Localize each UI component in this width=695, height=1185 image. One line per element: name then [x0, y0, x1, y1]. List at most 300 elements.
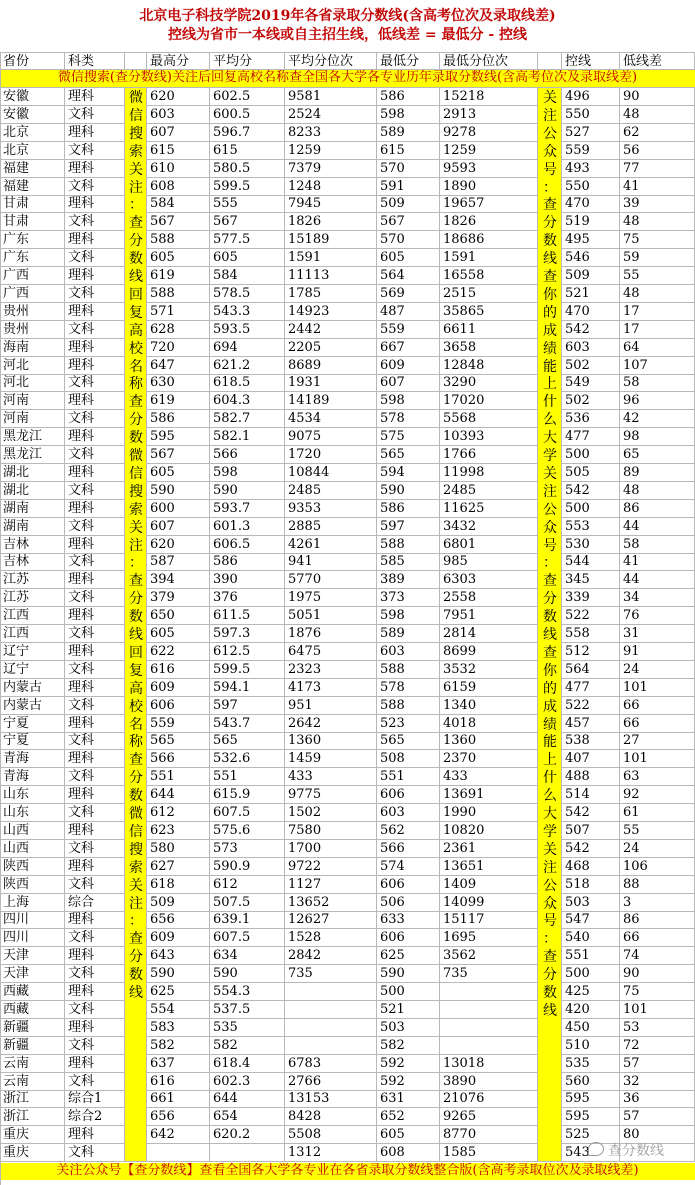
- table-cell: 607: [147, 124, 210, 142]
- table-cell: 文科: [65, 553, 125, 571]
- table-cell: 562: [377, 822, 440, 840]
- table-cell: 587: [147, 553, 210, 571]
- table-cell: 文科: [65, 374, 125, 392]
- table-cell: 493: [562, 160, 620, 178]
- table-cell: 589: [377, 124, 440, 142]
- table-cell: 578.5: [210, 285, 285, 303]
- table-cell: 57: [620, 1055, 695, 1073]
- table-cell: 606: [377, 786, 440, 804]
- table-cell: 1890: [440, 178, 538, 196]
- left-column-char: 信: [129, 823, 143, 840]
- right-column-char: 成: [543, 322, 557, 339]
- table-cell: 14923: [285, 303, 377, 321]
- table-cell: 628: [147, 321, 210, 339]
- table-cell: 13651: [440, 858, 538, 876]
- table-cell: 文科: [65, 213, 125, 231]
- table-cell: 502: [562, 392, 620, 410]
- table-cell: 理科: [65, 750, 125, 768]
- table-cell: 598: [377, 392, 440, 410]
- table-cell: 广西: [0, 285, 65, 303]
- right-column-char: 关: [543, 841, 557, 858]
- table-cell: 621.2: [210, 357, 285, 375]
- table-cell: 605: [377, 1126, 440, 1144]
- left-column-char: 复: [129, 304, 143, 321]
- left-column-char: 信: [129, 465, 143, 482]
- table-cell: 2913: [440, 106, 538, 124]
- table-cell: 11113: [285, 267, 377, 285]
- table-cell: 9593: [440, 160, 538, 178]
- table-cell: 福建: [0, 178, 65, 196]
- table-cell: 理科: [65, 911, 125, 929]
- left-column-char: 线: [129, 269, 143, 285]
- table-cell: 4018: [440, 715, 538, 733]
- table-cell: 理科: [65, 428, 125, 446]
- left-column-char: 校: [129, 340, 143, 357]
- table-cell: 92: [620, 786, 695, 804]
- left-column-char: 微: [129, 806, 143, 822]
- table-cell: 综合1: [65, 1090, 125, 1108]
- table-cell: 64: [620, 339, 695, 357]
- table-cell: 345: [562, 571, 620, 589]
- table-cell: 512: [562, 643, 620, 661]
- left-column-char: 数: [129, 430, 143, 447]
- table-cell: 2442: [285, 321, 377, 339]
- table-cell: 湖北: [0, 464, 65, 482]
- table-cell: 407: [562, 750, 620, 768]
- left-column-char: 数: [129, 967, 143, 984]
- table-cell: 文科: [65, 1037, 125, 1055]
- right-column-char: 查: [543, 644, 557, 661]
- right-column-char: 能: [543, 734, 557, 751]
- table-cell: 606: [377, 929, 440, 947]
- table-cell: 656: [147, 911, 210, 929]
- table-cell: 542: [562, 840, 620, 858]
- table-cell: 17: [620, 303, 695, 321]
- table-cell: 598: [377, 106, 440, 124]
- table-cell: 592: [377, 1055, 440, 1073]
- table-cell: 2361: [440, 840, 538, 858]
- table-cell: 66: [620, 715, 695, 733]
- table-cell: 3290: [440, 374, 538, 392]
- table-cell: 535: [562, 1055, 620, 1073]
- table-cell: 637: [147, 1055, 210, 1073]
- table-cell: 浙江: [0, 1108, 65, 1126]
- table-cell: 7951: [440, 607, 538, 625]
- left-column-char: 数: [129, 609, 143, 626]
- table-cell: 603: [147, 106, 210, 124]
- left-column-char: 线: [129, 985, 143, 1001]
- table-cell: 506: [377, 894, 440, 912]
- table-cell: 507: [562, 822, 620, 840]
- table-cell: 44: [620, 518, 695, 536]
- table-cell: 605: [210, 249, 285, 267]
- right-column-char: 号: [543, 161, 557, 178]
- table-cell: 文科: [65, 804, 125, 822]
- table-cell: 48: [620, 482, 695, 500]
- table-cell: 577.5: [210, 231, 285, 249]
- table-cell: 理科: [65, 339, 125, 357]
- table-cell: 585: [377, 553, 440, 571]
- table-cell: 601.3: [210, 518, 285, 536]
- left-column-char: 高: [129, 322, 143, 339]
- table-cell: 41: [620, 553, 695, 571]
- table-cell: 6611: [440, 321, 538, 339]
- right-column-char: 关: [543, 465, 557, 482]
- header-cell: [125, 52, 147, 70]
- table-cell: 9353: [285, 500, 377, 518]
- table-cell: 560: [562, 1073, 620, 1091]
- table-cell: 72: [620, 1037, 695, 1055]
- table-cell: 530: [562, 536, 620, 554]
- table-cell: 青海: [0, 750, 65, 768]
- left-column-char: 分: [129, 770, 143, 787]
- table-cell: 18686: [440, 231, 538, 249]
- table-cell: 433: [285, 768, 377, 786]
- table-cell: 96: [620, 392, 695, 410]
- table-cell: 理科: [65, 571, 125, 589]
- left-column-char: 搜: [129, 125, 143, 142]
- table-cell: 603: [377, 804, 440, 822]
- right-column-char: 公: [543, 877, 557, 894]
- table-cell: 607.5: [210, 929, 285, 947]
- table-cell: 586: [210, 553, 285, 571]
- table-cell: 3658: [440, 339, 538, 357]
- table-cell: 559: [562, 142, 620, 160]
- table-cell: 457: [562, 715, 620, 733]
- table-cell: 48: [620, 213, 695, 231]
- table-cell: 599.5: [210, 178, 285, 196]
- table-cell: 13153: [285, 1090, 377, 1108]
- table-cell: 1931: [285, 374, 377, 392]
- table-cell: 542: [562, 321, 620, 339]
- table-cell: 588: [377, 697, 440, 715]
- table-cell: 7580: [285, 822, 377, 840]
- table-cell: 3890: [440, 1073, 538, 1091]
- table-cell: 安徽: [0, 106, 65, 124]
- table-cell: 理科: [65, 822, 125, 840]
- table-cell: 61: [620, 804, 695, 822]
- table-cell: 湖北: [0, 482, 65, 500]
- table-cell: 理科: [65, 357, 125, 375]
- right-column-char: 的: [543, 680, 557, 697]
- table-cell: 598: [210, 464, 285, 482]
- table-cell: 文科: [65, 697, 125, 715]
- page-title: 北京电子科技学院2019年各省录取分数线(含高考位次及录取线差): [139, 8, 556, 24]
- table-cell: 理科: [65, 607, 125, 625]
- left-column-char: 复: [129, 662, 143, 679]
- table-cell: 603: [377, 643, 440, 661]
- right-column-char: 注: [543, 483, 557, 500]
- table-cell: 2370: [440, 750, 538, 768]
- right-column-char: 学: [543, 448, 557, 464]
- table-cell: 98: [620, 428, 695, 446]
- table-cell: 101: [620, 679, 695, 697]
- right-column-char: 分: [543, 591, 557, 608]
- table-cell: 592: [377, 1073, 440, 1091]
- header-cell: [538, 52, 562, 70]
- table-cell: 550: [562, 178, 620, 196]
- table-cell: 天津: [0, 965, 65, 983]
- table-cell: 63: [620, 768, 695, 786]
- left-column-char: 查: [129, 394, 143, 411]
- table-cell: 综合2: [65, 1108, 125, 1126]
- table-cell: 12627: [285, 911, 377, 929]
- table-cell: 文科: [65, 840, 125, 858]
- table-cell: 5568: [440, 410, 538, 428]
- table-cell: 518: [562, 876, 620, 894]
- left-column-char: 查: [129, 931, 143, 948]
- table-cell: 55: [620, 267, 695, 285]
- table-cell: 10844: [285, 464, 377, 482]
- table-cell: 综合: [65, 894, 125, 912]
- table-cell: 65: [620, 446, 695, 464]
- table-cell: 89: [620, 464, 695, 482]
- table-cell: 656: [147, 1108, 210, 1126]
- table-cell: 554.3: [210, 983, 285, 1001]
- table-cell: 理科: [65, 1055, 125, 1073]
- table-cell: 重庆: [0, 1126, 65, 1144]
- table-cell: 西藏: [0, 1001, 65, 1019]
- table-cell: 580.5: [210, 160, 285, 178]
- right-column-char: 查: [543, 573, 557, 590]
- table-cell: 595: [562, 1108, 620, 1126]
- table-cell: 90: [620, 88, 695, 106]
- table-cell: [440, 1019, 538, 1037]
- table-cell: 620: [147, 88, 210, 106]
- table-cell: 6159: [440, 679, 538, 697]
- table-cell: 1127: [285, 876, 377, 894]
- table-cell: 606.5: [210, 536, 285, 554]
- table-cell: 642: [147, 1126, 210, 1144]
- right-column-char: 公: [543, 501, 557, 518]
- table-cell: 582: [210, 1037, 285, 1055]
- table-cell: 6303: [440, 571, 538, 589]
- table-cell: [285, 983, 377, 1001]
- left-column-char: 校: [129, 698, 143, 715]
- table-cell: 477: [562, 428, 620, 446]
- table-cell: 652: [377, 1108, 440, 1126]
- table-cell: 554: [147, 1001, 210, 1019]
- table-cell: 951: [285, 697, 377, 715]
- left-column-char: 称: [129, 734, 143, 751]
- table-cell: 9775: [285, 786, 377, 804]
- table-cell: 文科: [65, 876, 125, 894]
- table-cell: 433: [440, 768, 538, 786]
- table-cell: 13018: [440, 1055, 538, 1073]
- left-column-char: 信: [129, 107, 143, 124]
- table-cell: 593.7: [210, 500, 285, 518]
- table-cell: 582: [147, 1037, 210, 1055]
- table-cell: 文科: [65, 249, 125, 267]
- table-cell: 588: [147, 231, 210, 249]
- table-cell: 8689: [285, 357, 377, 375]
- table-cell: 495: [562, 231, 620, 249]
- table-cell: 9581: [285, 88, 377, 106]
- table-cell: 620: [147, 536, 210, 554]
- left-column-char: 回: [129, 644, 143, 661]
- table-cell: 532.6: [210, 750, 285, 768]
- table-cell: 615: [147, 142, 210, 160]
- table-cell: 理科: [65, 124, 125, 142]
- left-column-char: 索: [129, 143, 143, 160]
- table-cell: 15189: [285, 231, 377, 249]
- table-cell: 588: [377, 536, 440, 554]
- table-cell: 文科: [65, 661, 125, 679]
- left-column-char: ：: [129, 197, 143, 214]
- table-cell: 644: [147, 786, 210, 804]
- table-cell: 468: [562, 858, 620, 876]
- table-cell: 新疆: [0, 1037, 65, 1055]
- table-cell: 河北: [0, 374, 65, 392]
- right-column-char: 数: [543, 985, 557, 1001]
- table-cell: 643: [147, 947, 210, 965]
- right-column-char: 学: [543, 823, 557, 840]
- table-cell: 565: [147, 732, 210, 750]
- table-cell: 610: [147, 160, 210, 178]
- right-column-char: 众: [543, 519, 557, 536]
- table-cell: 北京: [0, 124, 65, 142]
- table-cell: 633: [377, 911, 440, 929]
- table-cell: [285, 1037, 377, 1055]
- table-cell: 西藏: [0, 983, 65, 1001]
- table-cell: 53: [620, 1019, 695, 1037]
- table-cell: 湖南: [0, 518, 65, 536]
- table-cell: 1360: [285, 732, 377, 750]
- table-cell: 宁夏: [0, 715, 65, 733]
- table-cell: 551: [377, 768, 440, 786]
- table-cell: 文科: [65, 142, 125, 160]
- table-cell: 理科: [65, 1019, 125, 1037]
- table-cell: 59: [620, 249, 695, 267]
- table-cell: 19657: [440, 195, 538, 213]
- table-cell: 1785: [285, 285, 377, 303]
- table-cell: 535: [210, 1019, 285, 1037]
- table-cell: 福建: [0, 160, 65, 178]
- table-cell: 564: [377, 267, 440, 285]
- table-cell: 618.4: [210, 1055, 285, 1073]
- table-cell: 590: [377, 965, 440, 983]
- table-cell: 75: [620, 983, 695, 1001]
- table-cell: 文科: [65, 178, 125, 196]
- table-cell: 1585: [440, 1144, 538, 1162]
- right-column-char: 线: [543, 627, 557, 643]
- table-cell: 615: [377, 142, 440, 160]
- left-column-char: 查: [129, 573, 143, 590]
- table-cell: 黑龙江: [0, 446, 65, 464]
- left-column-char: ：: [129, 555, 143, 572]
- table-cell: 608: [147, 178, 210, 196]
- table-cell: 理科: [65, 303, 125, 321]
- right-column-char: 注: [543, 107, 557, 124]
- table-cell: 文科: [65, 410, 125, 428]
- right-column-char: 上: [543, 752, 557, 769]
- right-column-char: 公: [543, 125, 557, 142]
- table-cell: 735: [285, 965, 377, 983]
- table-cell: 江西: [0, 625, 65, 643]
- table-cell: 宁夏: [0, 732, 65, 750]
- right-column-char: 号: [543, 913, 557, 930]
- table-cell: 509: [562, 267, 620, 285]
- right-column-char: 大: [543, 806, 557, 822]
- table-cell: 505: [562, 464, 620, 482]
- table-cell: 667: [377, 339, 440, 357]
- table-cell: 66: [620, 929, 695, 947]
- table-cell: 606: [377, 876, 440, 894]
- table-cell: 1528: [285, 929, 377, 947]
- table-cell: 21076: [440, 1090, 538, 1108]
- table-cell: 565: [377, 732, 440, 750]
- table-cell: 1720: [285, 446, 377, 464]
- table-cell: 543.7: [210, 715, 285, 733]
- left-column-char: 称: [129, 376, 143, 393]
- left-column-char: 搜: [129, 483, 143, 500]
- table-cell: 508: [377, 750, 440, 768]
- table-cell: 631: [377, 1090, 440, 1108]
- table-cell: 山东: [0, 786, 65, 804]
- table-cell: 理科: [65, 983, 125, 1001]
- table-cell: 625: [147, 983, 210, 1001]
- table-cell: 文科: [65, 589, 125, 607]
- table-cell: [440, 1001, 538, 1019]
- table-cell: 安徽: [0, 88, 65, 106]
- table-cell: 文科: [65, 518, 125, 536]
- table-cell: 理科: [65, 536, 125, 554]
- bottom-banner: 关注公众号【查分数线】查看全国各大学各专业在各省录取分数线整合版(含高考录取位次及录取线差): [0, 1163, 695, 1180]
- right-column-char: ：: [543, 555, 557, 572]
- right-column-char: 注: [543, 859, 557, 876]
- table-cell: 525: [562, 1126, 620, 1144]
- table-cell: 文科: [65, 321, 125, 339]
- table-cell: 1766: [440, 446, 538, 464]
- right-column-char: 众: [543, 895, 557, 912]
- table-cell: 44: [620, 571, 695, 589]
- table-cell: 542: [562, 804, 620, 822]
- left-column-char: 微: [129, 448, 143, 464]
- table-cell: [285, 1019, 377, 1037]
- table-cell: [285, 1001, 377, 1019]
- table-cell: 34: [620, 589, 695, 607]
- table-cell: 41: [620, 178, 695, 196]
- table-cell: 619: [147, 392, 210, 410]
- table-cell: 陕西: [0, 858, 65, 876]
- table-cell: 941: [285, 553, 377, 571]
- table-cell: 551: [147, 768, 210, 786]
- table-cell: 1248: [285, 178, 377, 196]
- table-cell: 2814: [440, 625, 538, 643]
- header-cell: 省份: [0, 52, 65, 70]
- table-cell: 24: [620, 840, 695, 858]
- table-cell: 天津: [0, 947, 65, 965]
- table-cell: 550: [562, 106, 620, 124]
- table-cell: 文科: [65, 929, 125, 947]
- table-cell: 80: [620, 1126, 695, 1144]
- left-column-char: ：: [129, 913, 143, 930]
- table-cell: 内蒙古: [0, 697, 65, 715]
- left-column-char: 名: [129, 716, 143, 733]
- watermark: 查分数线: [608, 1143, 664, 1159]
- table-cell: 7945: [285, 195, 377, 213]
- table-cell: 735: [440, 965, 538, 983]
- table-cell: 四川: [0, 911, 65, 929]
- table-cell: 538: [562, 732, 620, 750]
- table-cell: 630: [147, 374, 210, 392]
- right-column-char: 上: [543, 376, 557, 393]
- right-column-char: 众: [543, 143, 557, 160]
- table-cell: 420: [562, 1001, 620, 1019]
- right-column-char: 查: [543, 949, 557, 966]
- table-cell: 14099: [440, 894, 538, 912]
- right-column-char: 什: [543, 770, 557, 787]
